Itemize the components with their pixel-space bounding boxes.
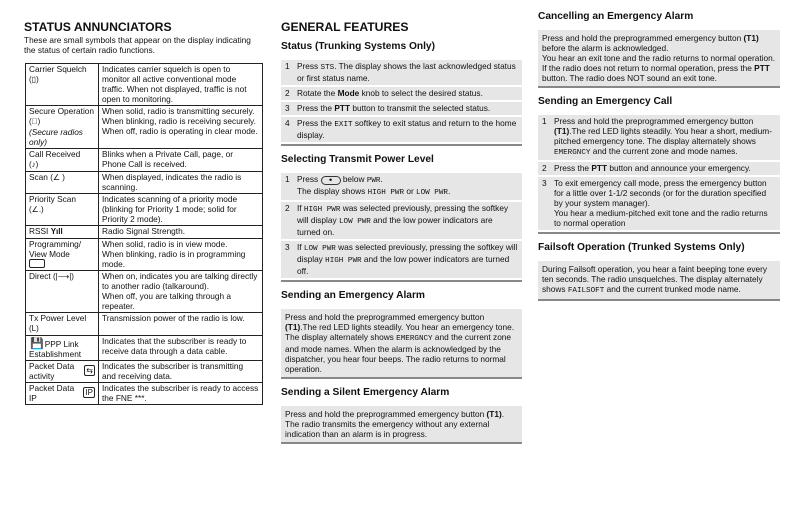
text-run: EMERGNCY bbox=[554, 149, 591, 157]
annunciator-note: (Secure radios only) bbox=[29, 127, 83, 147]
annunciator-description-cell bbox=[99, 383, 263, 405]
table-row bbox=[26, 172, 263, 194]
emergency-column bbox=[538, 3, 780, 301]
annunciator-table bbox=[25, 63, 263, 405]
description-line: Blinks when a Private Call, page, or Phone Call is received. bbox=[102, 149, 233, 169]
feature-description bbox=[538, 261, 780, 301]
description-line: When solid, radio is in view mode. bbox=[102, 239, 228, 249]
status-annunciators-column bbox=[24, 14, 264, 405]
feature-description bbox=[281, 406, 522, 444]
table-row bbox=[26, 239, 263, 271]
annunciator-label: Packet Data activity bbox=[29, 361, 75, 381]
text-run: FAILSOFT bbox=[567, 287, 605, 295]
step-item bbox=[281, 102, 522, 115]
step-number: 2 bbox=[285, 203, 290, 213]
text-run: below bbox=[340, 174, 367, 184]
annunciator-description-cell bbox=[99, 194, 263, 226]
description-line: When off, radio is operating in clear mode. bbox=[102, 126, 258, 136]
description-line: Transmission power of the radio is low. bbox=[102, 313, 245, 323]
feature-heading: Failsoft Operation (Trunked Systems Only) bbox=[538, 242, 745, 253]
text-run: and the low power indicators are turned off. bbox=[297, 254, 510, 276]
text-run: Rotate the bbox=[297, 88, 338, 98]
feature-heading: Sending an Emergency Call bbox=[538, 96, 673, 107]
table-row bbox=[26, 313, 263, 336]
annunciator-icon: (L) bbox=[29, 324, 39, 333]
text-run: . The radio transmits the emergency without any external indication than an alarm is in progress. bbox=[285, 409, 505, 439]
text-run: HIGH PWR bbox=[325, 257, 362, 265]
text-run: PTT bbox=[334, 103, 351, 113]
annunciator-description-cell bbox=[99, 149, 263, 172]
text-run: (T1) bbox=[743, 33, 759, 43]
annunciator-label-cell bbox=[26, 239, 99, 271]
general-features-column bbox=[281, 14, 522, 444]
annunciator-label-cell bbox=[26, 336, 99, 361]
step-item bbox=[538, 162, 780, 175]
text-run: was selected previously, pressing the softkey will display bbox=[297, 203, 509, 225]
text-run: During Failsoft operation, you hear a faint beeping tone every ten seconds. The radio unsquelches. The display alternately shows bbox=[542, 264, 768, 294]
text-run: PTT bbox=[591, 163, 608, 173]
step-text bbox=[297, 242, 518, 276]
step-text bbox=[554, 178, 776, 228]
text-run: Press and hold the preprogrammed emergency button bbox=[285, 312, 485, 322]
step-text bbox=[297, 203, 518, 237]
annunciator-icon: 💾 bbox=[30, 338, 44, 350]
text-run: STS bbox=[320, 64, 335, 72]
text-run: Press and hold the preprogrammed emergency button bbox=[542, 33, 744, 43]
step-item bbox=[281, 87, 522, 100]
annunciator-icon: (|⟶|) bbox=[52, 272, 74, 281]
step-item bbox=[281, 241, 522, 278]
section-title: STATUS ANNUNCIATORS bbox=[24, 20, 172, 34]
text-run: (T1) bbox=[285, 322, 301, 332]
description-line: Indicates the subscriber is ready to access the FNE ***. bbox=[102, 383, 259, 403]
annunciator-icon: Yıll bbox=[50, 227, 63, 236]
text-run: and the current trunked mode name. bbox=[604, 284, 741, 294]
text-run: HIGH PWR bbox=[303, 206, 341, 214]
annunciator-icon: (∠ ) bbox=[50, 173, 65, 182]
annunciator-label: Packet Data IP bbox=[29, 383, 75, 403]
text-run: If bbox=[297, 242, 304, 252]
step-number: 4 bbox=[285, 118, 290, 128]
annunciator-description-cell bbox=[99, 172, 263, 194]
description-line: Radio Signal Strength. bbox=[102, 226, 186, 236]
annunciator-label: Call Received bbox=[29, 149, 81, 159]
text-run: LOW PWR bbox=[338, 218, 371, 226]
annunciator-label-cell bbox=[26, 361, 99, 383]
text-run: softkey to exit status and return to the home display. bbox=[297, 118, 517, 140]
step-text bbox=[297, 118, 518, 140]
description-line: Indicates that the subscriber is ready to receive data through a data cable. bbox=[102, 336, 247, 356]
text-run: Press the bbox=[297, 118, 335, 128]
text-run: .The red LED lights steadily. You hear an emergency tone. The display alternately shows bbox=[285, 322, 515, 342]
description-line: When blinking, radio is in programming mode. bbox=[102, 249, 246, 269]
step-list bbox=[538, 115, 780, 234]
step-text bbox=[297, 88, 483, 98]
text-run: Press and hold the preprogrammed emergency button bbox=[285, 409, 487, 419]
annunciator-icon: (▯) bbox=[29, 75, 39, 84]
text-run: If bbox=[297, 203, 304, 213]
annunciator-label-cell bbox=[26, 106, 99, 149]
annunciator-label: Priority Scan bbox=[29, 194, 77, 204]
text-run: Press the bbox=[554, 163, 592, 173]
annunciator-label-cell bbox=[26, 194, 99, 226]
annunciator-label-cell bbox=[26, 313, 99, 336]
description-line: When on, indicates you are talking directly to another radio (talkaround). bbox=[102, 271, 258, 291]
feature-description bbox=[538, 30, 780, 88]
text-run: You hear a medium-pitched exit tone and the radio returns to normal operation bbox=[554, 208, 768, 228]
text-run: before the alarm is acknowledged. bbox=[542, 43, 669, 53]
text-run: EMERGNCY bbox=[396, 335, 433, 343]
feature-heading: Cancelling an Emergency Alarm bbox=[538, 11, 694, 22]
annunciator-label: Programming/ View Mode bbox=[29, 239, 82, 259]
step-number: 1 bbox=[542, 116, 547, 126]
annunciator-label: Direct bbox=[29, 271, 51, 281]
annunciator-icon: (⃠) bbox=[29, 117, 41, 126]
text-run: button and announce your emergency. bbox=[607, 163, 751, 173]
text-run: You hear an exit tone and the radio returns to normal operation. If the radio does not return to normal operation, press the bbox=[542, 53, 776, 73]
description-line: Indicates carrier squelch is open to monitor all active conventional mode traffic. When not displayed, traffic is not open to monitoring. bbox=[102, 64, 247, 104]
description-line: When blinking, radio is receiving securely. bbox=[102, 116, 256, 126]
text-run: PWR bbox=[366, 177, 381, 185]
section-title: GENERAL FEATURES bbox=[281, 20, 409, 34]
annunciator-description-cell bbox=[99, 106, 263, 149]
annunciator-label-cell bbox=[26, 383, 99, 405]
annunciator-description-cell bbox=[99, 361, 263, 383]
description-line: Indicates the subscriber is transmitting and receiving data. bbox=[102, 361, 244, 381]
annunciator-description-cell bbox=[99, 336, 263, 361]
text-run: Press and hold the preprogrammed emergency button bbox=[554, 116, 754, 126]
text-run: Mode bbox=[337, 88, 360, 98]
annunciator-description-cell bbox=[99, 64, 263, 106]
step-text bbox=[297, 61, 518, 83]
table-row bbox=[26, 149, 263, 172]
text-run: EXIT bbox=[334, 121, 353, 129]
table-row bbox=[26, 226, 263, 239]
step-item bbox=[281, 173, 522, 200]
table-row bbox=[26, 336, 263, 361]
feature-heading: Status (Trunking Systems Only) bbox=[281, 41, 435, 52]
text-run: and the low power indicators are turned on. bbox=[297, 215, 493, 237]
text-run: The display shows bbox=[297, 186, 368, 196]
description-line: When solid, radio is transmitting securely. bbox=[102, 106, 255, 116]
text-run: HIGH PWR bbox=[367, 189, 405, 197]
feature-heading: Sending a Silent Emergency Alarm bbox=[281, 387, 450, 398]
annunciator-icon: (♪) bbox=[29, 160, 39, 169]
step-number: 3 bbox=[285, 242, 290, 252]
view-mode-icon bbox=[29, 259, 45, 268]
annunciator-label: PPP Link Establishment bbox=[29, 339, 82, 359]
annunciator-label-cell bbox=[26, 172, 99, 194]
step-text bbox=[297, 174, 450, 198]
annunciator-icon: (∠.) bbox=[29, 205, 44, 214]
text-run: button. The radio does NOT sound an exit tone. bbox=[542, 73, 717, 83]
table-row bbox=[26, 194, 263, 226]
step-number: 2 bbox=[542, 163, 547, 173]
step-item bbox=[281, 202, 522, 239]
text-run: . bbox=[380, 174, 383, 184]
table-row bbox=[26, 383, 263, 405]
feature-heading: Selecting Transmit Power Level bbox=[281, 154, 434, 165]
table-row bbox=[26, 361, 263, 383]
text-run: To exit emergency call mode, press the emergency button for a little over 1-1/2 seconds (or for the duration specified by your system manager). bbox=[554, 178, 767, 208]
softkey-button-icon: • bbox=[321, 176, 341, 185]
annunciator-description-cell bbox=[99, 239, 263, 271]
annunciator-label: Tx Power Level bbox=[29, 313, 87, 323]
annunciator-label: Scan bbox=[29, 172, 48, 182]
table-row bbox=[26, 271, 263, 313]
text-run: knob to select the desired status. bbox=[359, 88, 483, 98]
text-run: or bbox=[404, 186, 417, 196]
step-list bbox=[281, 60, 522, 146]
text-run: and the current zone and mode names. bbox=[590, 146, 738, 156]
step-text bbox=[554, 163, 751, 173]
table-row bbox=[26, 106, 263, 149]
annunciator-label-cell bbox=[26, 64, 99, 106]
feature-heading: Sending an Emergency Alarm bbox=[281, 290, 425, 301]
step-number: 2 bbox=[285, 88, 290, 98]
annunciator-description-cell bbox=[99, 271, 263, 313]
step-number: 1 bbox=[285, 174, 290, 184]
annunciator-label-cell bbox=[26, 226, 99, 239]
annunciator-icon: IP bbox=[85, 388, 93, 397]
annunciator-icon: ⇆ bbox=[86, 366, 93, 375]
annunciator-label: Carrier Squelch bbox=[29, 64, 87, 74]
step-item bbox=[538, 177, 780, 230]
text-run: . bbox=[447, 186, 451, 196]
step-number: 3 bbox=[542, 178, 547, 188]
text-run: (T1) bbox=[554, 126, 570, 136]
text-run: was selected previously, pressing the softkey will display bbox=[297, 242, 518, 264]
text-run: button to transmit the selected status. bbox=[350, 103, 491, 113]
annunciator-label-cell bbox=[26, 149, 99, 172]
description-line: When displayed, indicates the radio is scanning. bbox=[102, 172, 242, 192]
text-run: Press the bbox=[297, 103, 335, 113]
annunciator-label: Secure Operation bbox=[29, 106, 95, 116]
text-run: Press bbox=[297, 61, 321, 71]
annunciator-description-cell bbox=[99, 226, 263, 239]
annunciator-label: RSSI bbox=[29, 226, 49, 236]
text-run: .The red LED lights steadily. You hear a short, medium-pitched emergency tone. The display alternately shows bbox=[554, 126, 772, 146]
step-number: 1 bbox=[285, 61, 290, 71]
intro-text: These are small symbols that appear on the display indicating the status of certain radio functions. bbox=[24, 35, 251, 55]
step-item bbox=[281, 60, 522, 85]
text-run: PTT bbox=[754, 63, 770, 73]
step-number: 3 bbox=[285, 103, 290, 113]
step-list bbox=[281, 173, 522, 282]
text-run: (T1) bbox=[486, 409, 502, 419]
step-item bbox=[538, 115, 780, 160]
text-run: LOW PWR bbox=[303, 245, 336, 253]
step-text bbox=[554, 116, 776, 158]
feature-description bbox=[281, 309, 522, 379]
description-line: Indicates scanning of a priority mode (blinking for Priority 1 mode; solid for Priority 2 mode). bbox=[102, 194, 238, 224]
step-item bbox=[281, 117, 522, 142]
annunciator-label-cell bbox=[26, 271, 99, 313]
step-text bbox=[297, 103, 490, 113]
text-run: Press bbox=[297, 174, 321, 184]
text-run: . The display shows the last acknowledged status or first status name. bbox=[297, 61, 516, 83]
text-run: and the current zone and mode names. When the alarm is acknowledged by the dispatcher, you hear four beeps. The radio returns to normal operation. bbox=[285, 332, 512, 374]
description-line: When off, you are talking through a repeater. bbox=[102, 291, 231, 311]
annunciator-description-cell bbox=[99, 313, 263, 336]
text-run: LOW PWR bbox=[416, 189, 448, 197]
table-row bbox=[26, 64, 263, 106]
